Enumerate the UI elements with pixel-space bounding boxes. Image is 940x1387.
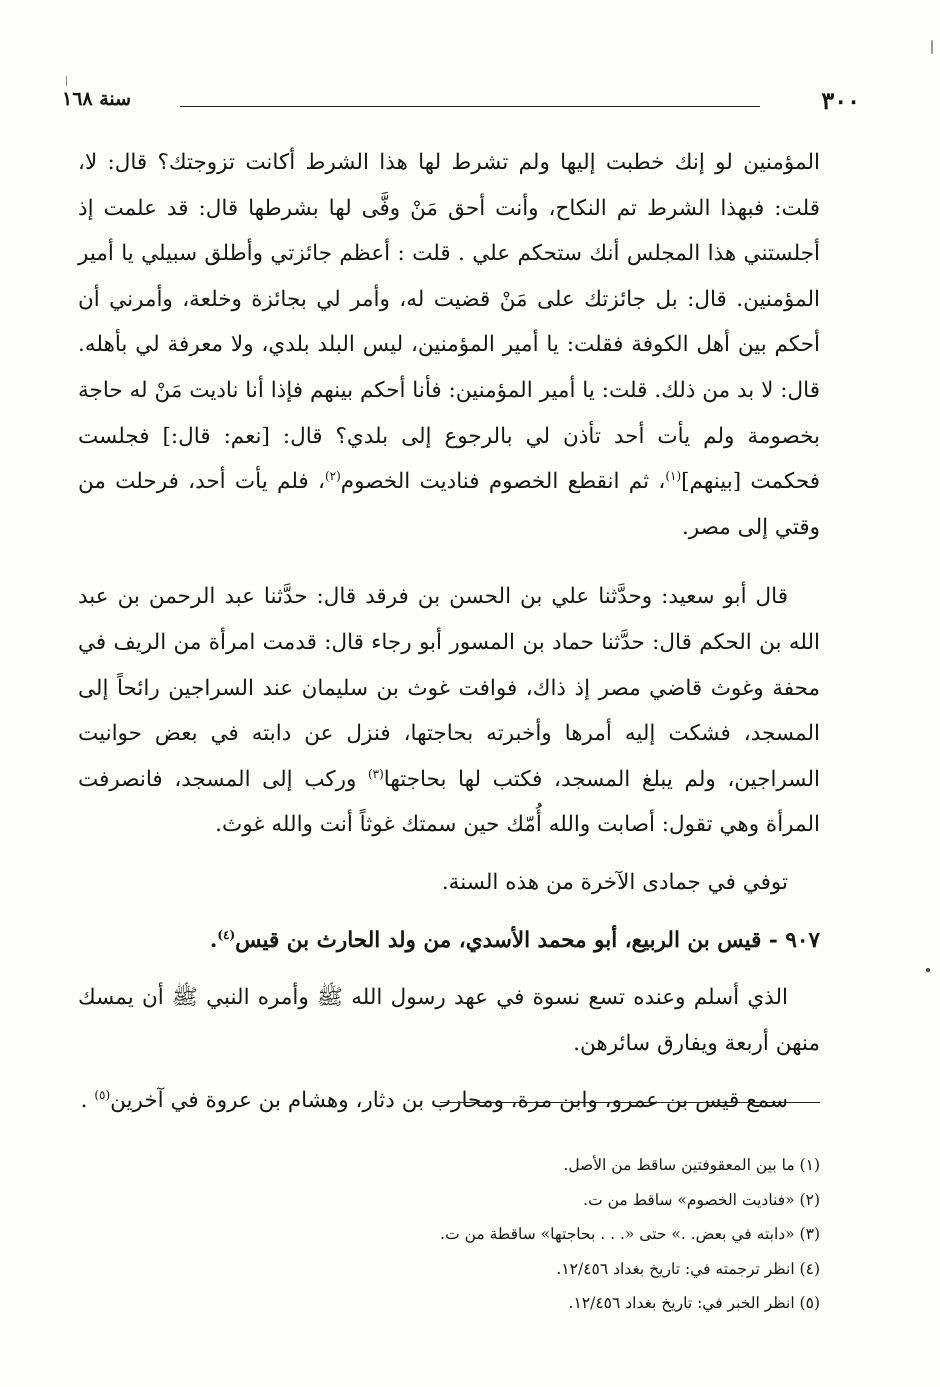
footnotes xyxy=(90,1148,820,1321)
paragraph-2-end: وركب إلى المسجد، فانصرفت المرأة وهي تقول: أصابت والله أُمّك حين سمتك غوثاً أنت والله غوث. xyxy=(78,766,820,838)
header-rule xyxy=(180,106,760,107)
footnote-ref-1: (١) xyxy=(665,469,682,483)
paragraph-5-text: سمع قيس بن عمرو، وابن مرة، ومحارب بن دثار، وهشام بن عروة في آخرين xyxy=(110,1088,788,1114)
footnote-ref-4: (٤) xyxy=(217,927,236,942)
paragraph-2 xyxy=(78,574,820,848)
footnote-ref-2: (٢) xyxy=(324,469,341,483)
footnote-4: (٤) انظر ترجمته في: تاريخ بغداد ١٢/٤٥٦. xyxy=(556,1259,820,1278)
paragraph-1-end: ، فلم يأت أحد، فرحلت من وقتي إلى مصر. xyxy=(78,469,820,540)
footnote-ref-3: (٣) xyxy=(367,766,384,781)
paragraph-5-end: . xyxy=(80,1088,95,1114)
footnote-separator xyxy=(440,1102,820,1103)
paragraph-2-text: قال أبو سعيد: وحدَّثنا علي بن الحسن بن فرقد قال: حدَّثنا عبد الرحمن بن عبد الله بن الحكم قال: حدَّثنا حماد بن المسور أبو رجاء قال: قدمت امرأة من الريف في محفة وغوث قاضي مصر إذ ذاك، فوافت غوث بن سليمان عند السراجين رائحاً إلى المسجد، فشكت إليه أمرها وأخبرته بحاجتها، فنزل عن دابته في بعض حوانيت السراجين، ولم يبلغ المسجد، فكتب لها بحاجتها xyxy=(78,584,820,792)
paragraph-1-middle: ، ثم انقطع الخصوم فناديت الخصوم xyxy=(340,469,666,495)
entry-heading-end: . xyxy=(209,927,218,953)
scan-speck xyxy=(926,968,930,972)
running-head: سنة ١٦٨ xyxy=(62,88,132,110)
scan-speck xyxy=(931,40,933,54)
paragraph-1-text: المؤمنين لو إنك خطبت إليها ولم تشرط لها هذا الشرط أكانت تزوجتك؟ قال: لا، قلت: فبهذا الشرط تم النكاح، وأنت أحق مَنْ وفَّى لها بشرطها قال: قد علمت إذ أجلستني هذا المجلس أنك ستحكم علي . قلت : أعظم جائزتي وأطلق سبيلي يا أمير المؤمنين. قال: بل جائزتك على مَنْ قضيت له، وأمر لي بجائزة وخلعة، وأمرني أن أحكم بين أهل الكوفة فقلت: يا أمير المؤمنين، ليس البلد بلدي، ولا معرفة لي بأهله. قال: لا بد من ذلك. قلت: يا أمير المؤمنين: فأنا أحكم بينهم فإذا أنا ناديت مَنْ له حاجة بخصومة ولم يأت أحد تأذن لي بالرجوع إلى بلدي؟ قال: [نعم: قال:] فجلست فحكمت [بينهم] xyxy=(78,150,820,495)
footnote-ref-5: (٥) xyxy=(94,1088,111,1103)
footnote-5: (٥) انظر الخبر في: تاريخ بغداد ١٢/٤٥٦. xyxy=(568,1294,820,1312)
entry-heading xyxy=(78,918,820,964)
footnote-3: (٣) «دابته في بعض. .» حتى «. . . بحاجتها» ساقطة من ت. xyxy=(440,1225,820,1243)
main-text xyxy=(78,140,820,1124)
paragraph-3: توفي في جمادى الآخرة من هذه السنة. xyxy=(441,869,788,895)
paragraph-1 xyxy=(78,140,820,550)
paragraph-4: الذي أسلم وعنده تسع نسوة في عهد رسول الله ﷺ وأمره النبي ﷺ أن يمسك منهن أربعة ويفارق سائرهن. xyxy=(78,985,820,1056)
scan-speck xyxy=(66,76,67,86)
page-number: ٣٠٠ xyxy=(821,86,860,115)
page-header xyxy=(62,86,860,126)
footnote-2: (٢) «فناديت الخصوم» ساقط من ت. xyxy=(583,1190,820,1209)
entry-heading-text: ٩٠٧ - قيس بن الربيع، أبو محمد الأسدي، من ولد الحارث بن قيس xyxy=(235,927,820,953)
footnote-1: (١) ما بين المعقوفتين ساقط من الأصل. xyxy=(563,1156,820,1174)
